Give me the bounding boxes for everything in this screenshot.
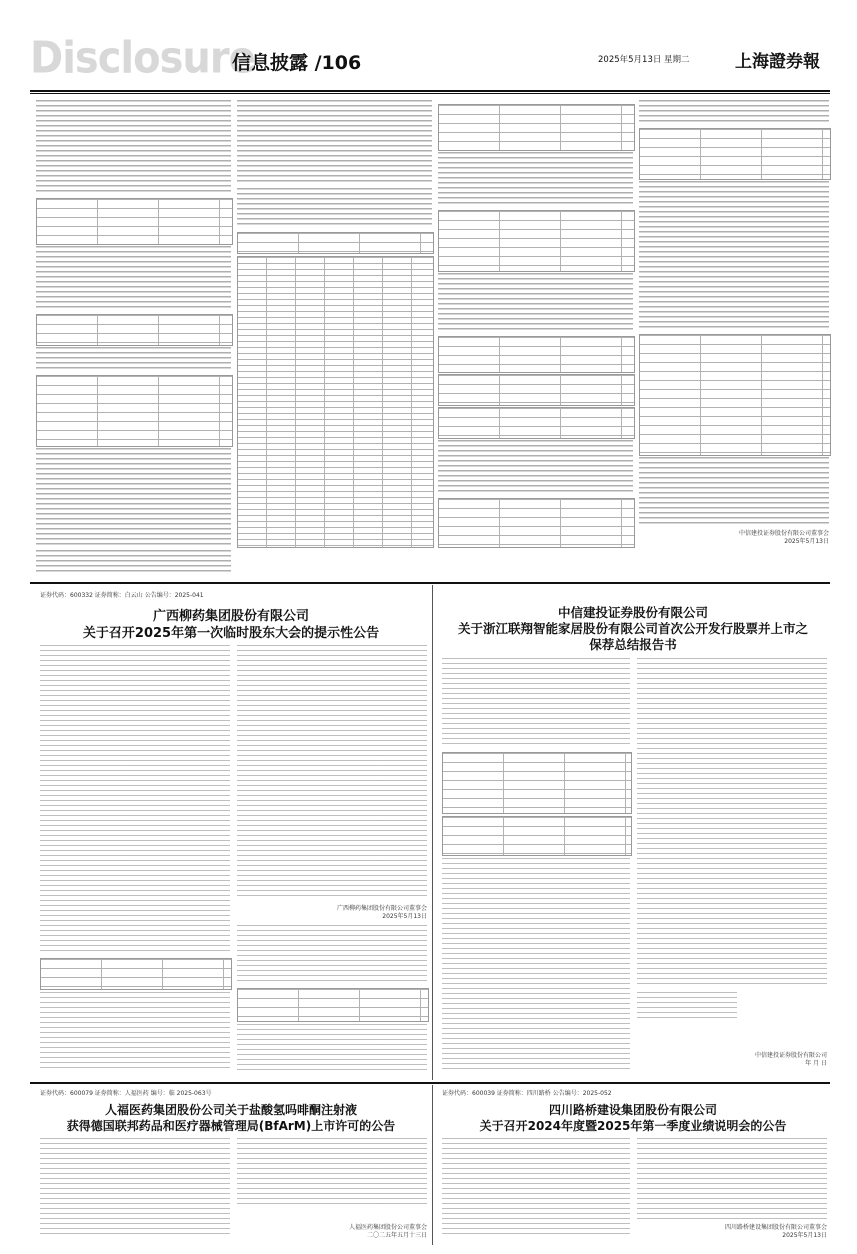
data-table	[639, 334, 831, 456]
text-block	[36, 347, 231, 372]
signoff-company: 广西柳药集团股份有限公司董事会	[336, 905, 427, 912]
header-rule	[30, 90, 830, 92]
text-block	[36, 550, 231, 575]
data-table	[237, 256, 434, 548]
text-block	[237, 188, 432, 228]
signoff-company: 中信建投证券股份有限公司	[754, 1052, 827, 1059]
announcement-title: 关于召开2024年度暨2025年第一季度业绩说明会的公告	[479, 1119, 787, 1133]
announcement-title: 关于召开2025年第一次临时股东大会的提示性公告	[82, 626, 380, 641]
announcement-title: 人福医药集团股份公司关于盐酸氢吗啡酮注射液	[104, 1103, 357, 1117]
signature-lines	[637, 992, 737, 1022]
data-table	[36, 375, 233, 447]
section-divider	[30, 1082, 830, 1084]
signoff-company: 人福医药集团股份公司董事会	[348, 1224, 427, 1231]
data-table	[438, 374, 635, 406]
signoff-company: 中信建投证券股份有限公司董事会	[738, 530, 829, 537]
text-block	[237, 645, 427, 900]
text-block	[40, 992, 230, 1072]
company-name: 中信建投证券股份有限公司	[557, 605, 708, 620]
text-block	[639, 181, 829, 331]
data-table	[237, 232, 434, 254]
text-block	[36, 448, 231, 548]
text-block	[237, 925, 427, 985]
text-block	[438, 440, 633, 495]
text-block	[639, 100, 829, 125]
data-table	[36, 198, 233, 245]
stock-code-line: 证券代码：600332 证券简称：白云山 公告编号：2025-041	[40, 592, 204, 599]
data-table	[237, 988, 429, 1022]
text-block	[40, 1138, 230, 1236]
data-table	[36, 314, 233, 346]
column-divider	[432, 585, 433, 1080]
text-block	[237, 100, 432, 185]
stock-code-line: 证券代码：600039 证券简称：四川路桥 公告编号：2025-052	[442, 1090, 612, 1097]
text-block	[442, 858, 630, 1073]
text-block	[237, 1138, 427, 1206]
announcement-subtitle: 保荐总结报告书	[589, 637, 677, 652]
disclosure-logo: Disclosure	[30, 32, 255, 84]
section-divider	[30, 582, 830, 584]
signoff-date: 2025年5月13日	[784, 538, 829, 545]
text-block	[442, 1138, 630, 1236]
text-block	[36, 246, 231, 311]
text-block	[442, 658, 630, 748]
text-block	[40, 645, 230, 955]
data-table	[442, 816, 632, 856]
text-block	[36, 100, 231, 195]
section-title: 信息披露 /106	[232, 52, 362, 74]
issue-date: 2025年5月13日 星期二	[598, 55, 690, 65]
announcement-title: 关于浙江联翔智能家居股份有限公司首次公开发行股票并上市之	[457, 621, 808, 636]
signoff-date: 2025年5月13日	[782, 1232, 827, 1239]
data-table	[438, 210, 635, 272]
text-block	[639, 457, 829, 525]
text-block	[438, 152, 633, 207]
text-block	[637, 658, 827, 988]
signoff-date: 二〇二五年五月十三日	[366, 1232, 427, 1239]
signoff-date: 2025年5月13日	[382, 913, 427, 920]
text-block	[637, 1138, 827, 1220]
signoff-company: 四川路桥建设集团股份有限公司董事会	[724, 1224, 827, 1231]
data-table	[40, 958, 232, 990]
signoff-date: 年 月 日	[805, 1060, 827, 1067]
data-table	[438, 104, 635, 151]
data-table	[438, 498, 635, 548]
page-header	[0, 0, 857, 92]
data-table	[438, 336, 635, 373]
data-table	[639, 128, 831, 180]
announcement-subtitle: 获得德国联邦药品和医疗器械管理局(BfArM)上市许可的公告	[66, 1119, 396, 1133]
data-table	[442, 752, 632, 814]
newspaper-name: 上海證券報	[735, 52, 820, 72]
text-block	[438, 273, 633, 333]
column-divider	[432, 1085, 433, 1245]
data-table	[438, 407, 635, 439]
header-rule-thin	[30, 93, 830, 94]
text-block	[237, 1024, 427, 1074]
company-name: 四川路桥建设集团股份有限公司	[548, 1103, 717, 1117]
stock-code-line: 证券代码：600079 证券简称：人福医药 编号：临 2025-063号	[40, 1090, 212, 1097]
company-name: 广西柳药集团股份有限公司	[152, 609, 309, 624]
